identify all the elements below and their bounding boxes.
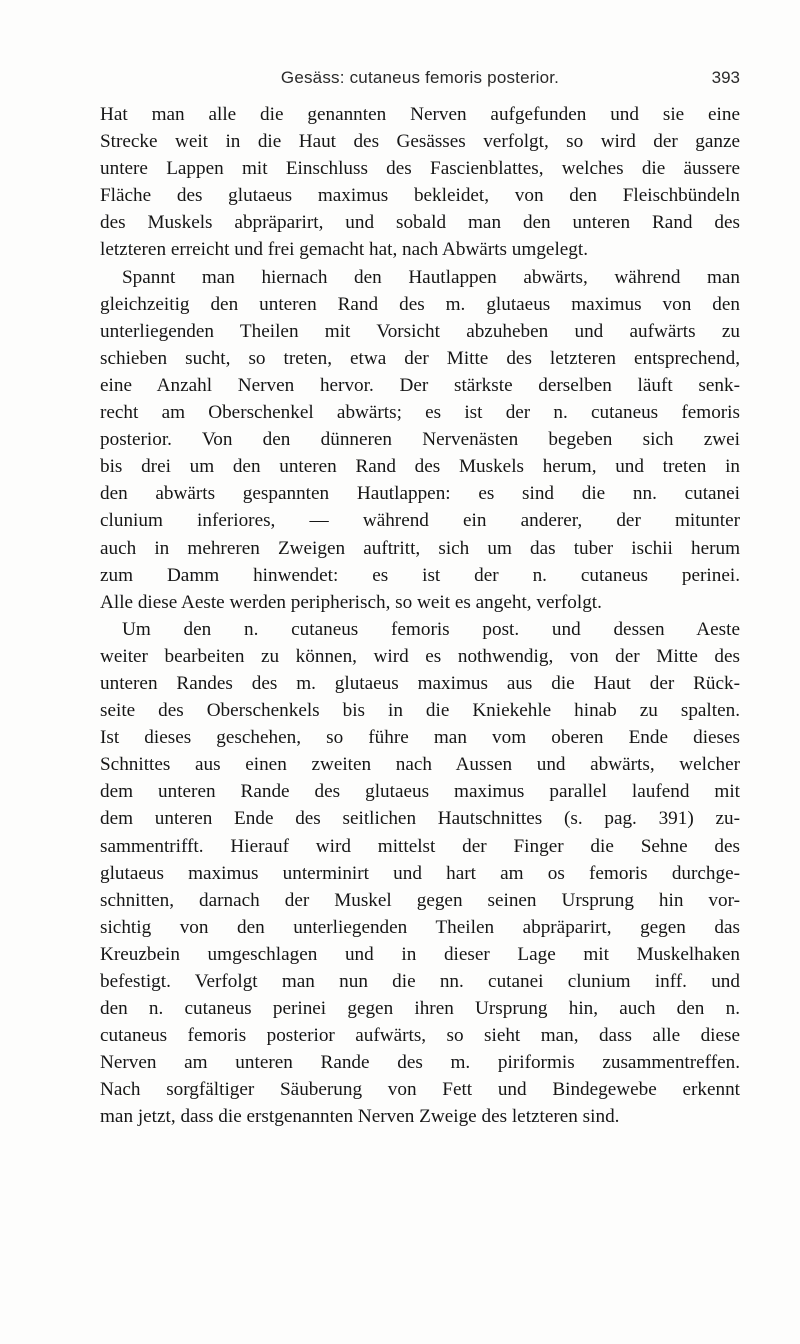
text-line: gleichzeitig den unteren Rand des m. glutaeus maximus von den (100, 293, 740, 315)
text-line: Ist dieses geschehen, so führe man vom oberen Ende dieses (100, 727, 740, 749)
text-line: Schnittes aus einen zweiten nach Aussen und abwärts, welcher (100, 754, 740, 776)
text-line: Alle diese Aeste werden peripherisch, so weit es angeht, verfolgt. (100, 591, 602, 613)
text-line: den n. cutaneus perinei gegen ihren Ursprung hin, auch den n. (100, 998, 740, 1020)
text-line: unterliegenden Theilen mit Vorsicht abzuheben und aufwärts zu (100, 320, 740, 342)
text-line: eine Anzahl Nerven hervor. Der stärkste derselben läuft senk- (100, 374, 740, 396)
text-line: Strecke weit in die Haut des Gesässes verfolgt, so wird der ganze (100, 131, 740, 153)
text-line: seite des Oberschenkels bis in die Kniekehle hinab zu spalten. (100, 700, 740, 722)
text-line: auch in mehreren Zweigen auftritt, sich um das tuber ischii herum (100, 537, 740, 559)
text-line: des Muskels abpräparirt, und sobald man den unteren Rand des (100, 212, 740, 234)
text-line: glutaeus maximus unterminirt und hart am os femoris durchge- (100, 862, 740, 884)
text-line: schnitten, darnach der Muskel gegen seinen Ursprung hin vor- (100, 889, 740, 911)
text-line: recht am Oberschenkel abwärts; es ist der n. cutaneus femoris (100, 402, 740, 424)
running-title: Gesäss: cutaneus femoris posterior. (280, 68, 560, 87)
paragraph (100, 616, 740, 1131)
text-line: Um den n. cutaneus femoris post. und dessen Aeste (122, 618, 740, 640)
text-line: Kreuzbein umgeschlagen und in dieser Lage mit Muskelhaken (100, 943, 740, 965)
text-line: clunium inferiores, — während ein anderer, der mitunter (100, 510, 740, 532)
text-line: man jetzt, dass die erstgenannten Nerven Zweige des letzteren sind. (100, 1106, 620, 1128)
text-line: Nerven am unteren Rande des m. piriformis zusammentreffen. (100, 1052, 740, 1074)
text-line: weiter bearbeiten zu können, wird es nothwendig, von der Mitte des (100, 645, 740, 667)
text-line: befestigt. Verfolgt man nun die nn. cutanei clunium inff. und (100, 971, 740, 992)
text-line: letzteren erreicht und frei gemacht hat, nach Abwärts umgelegt. (100, 239, 589, 261)
body-text (100, 101, 740, 1131)
text-line: sichtig von den unterliegenden Theilen abpräparirt, gegen das (100, 916, 740, 938)
paragraph (100, 101, 740, 264)
text-line: dem unteren Ende des seitlichen Hautschnittes (s. pag. 391) zu- (100, 808, 740, 830)
text-line: Nach sorgfältiger Säuberung von Fett und Bindegewebe erkennt (100, 1079, 740, 1101)
text-line: Fläche des glutaeus maximus bekleidet, von den Fleischbündeln (100, 185, 740, 207)
text-line: Hat man alle die genannten Nerven aufgefunden und sie eine (100, 104, 740, 125)
running-head (100, 66, 740, 90)
text-line: untere Lappen mit Einschluss des Fascienblattes, welches die äussere (100, 158, 740, 180)
text-line: zum Damm hinwendet: es ist der n. cutaneus perinei. (100, 564, 740, 586)
text-line: den abwärts gespannten Hautlappen: es sind die nn. cutanei (100, 483, 740, 505)
text-line: dem unteren Rande des glutaeus maximus parallel laufend mit (100, 781, 740, 803)
text-line: cutaneus femoris posterior aufwärts, so sieht man, dass alle diese (100, 1025, 740, 1047)
text-line: bis drei um den unteren Rand des Muskels herum, und treten in (100, 456, 740, 478)
text-line: sammentrifft. Hierauf wird mittelst der Finger die Sehne des (100, 835, 740, 857)
text-line: posterior. Von den dünneren Nervenästen begeben sich zwei (100, 429, 740, 451)
text-line: schieben sucht, so treten, etwa der Mitte des letzteren entsprechend, (100, 347, 740, 369)
page-number: 393 (711, 68, 740, 87)
paragraph (100, 264, 740, 616)
text-line: Spannt man hiernach den Hautlappen abwärts, während man (122, 266, 740, 288)
text-line: unteren Randes des m. glutaeus maximus aus die Haut der Rück- (100, 672, 740, 694)
